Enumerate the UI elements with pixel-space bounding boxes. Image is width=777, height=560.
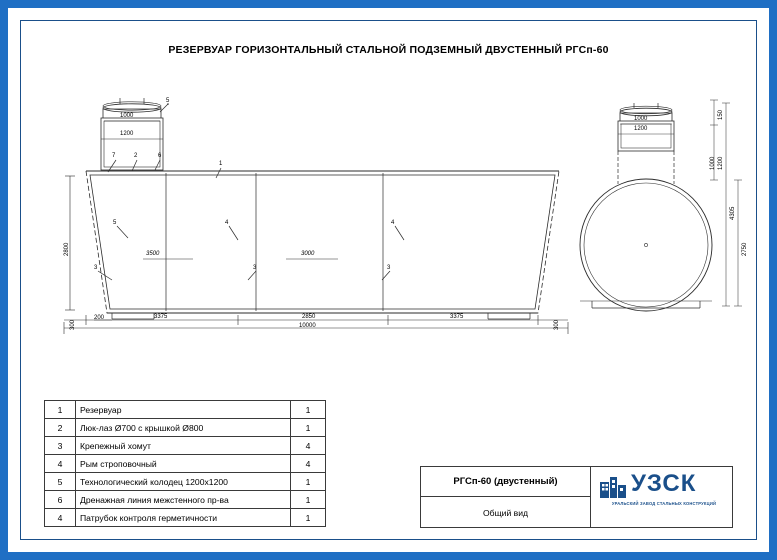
row-name: Рым строповочный — [76, 455, 291, 473]
callout-3-left: 3 — [94, 265, 98, 271]
row-name: Крепежный хомут — [76, 437, 291, 455]
callout-5-body: 5 — [113, 220, 117, 226]
dim-inner-3000: 3000 — [301, 251, 315, 257]
table-row — [45, 401, 326, 419]
row-number: 6 — [45, 491, 76, 509]
table-row — [45, 509, 326, 527]
callout-4-right: 4 — [391, 220, 395, 226]
dim-300-right: 300 — [554, 319, 560, 330]
dim-section-1000-2: 1000 — [710, 156, 716, 170]
row-name: Дренажная линия межстенного пр-ва — [76, 491, 291, 509]
callout-4-left: 4 — [225, 220, 229, 226]
logo-text: УЗСК — [631, 470, 697, 497]
dim-200: 200 — [94, 315, 105, 321]
callout-3-mid: 3 — [253, 265, 257, 271]
callout-3-right: 3 — [387, 265, 391, 271]
dim-section-1200: 1200 — [634, 126, 648, 132]
callout-7: 7 — [112, 153, 116, 159]
specification-table — [44, 400, 326, 527]
row-qty: 1 — [291, 473, 326, 491]
dim-section-1200-2: 1200 — [718, 156, 724, 170]
row-qty: 1 — [291, 419, 326, 437]
logo-subtitle: УРАЛЬСКИЙ ЗАВОД СТАЛЬНЫХ КОНСТРУКЦИЙ — [611, 501, 717, 506]
row-number: 2 — [45, 419, 76, 437]
dim-inner-3500: 3500 — [146, 251, 160, 257]
table-row — [45, 491, 326, 509]
callout-6: 6 — [158, 153, 162, 159]
table-row — [45, 455, 326, 473]
factory-icon — [599, 473, 627, 499]
row-qty: 4 — [291, 455, 326, 473]
dim-height-2800: 2800 — [64, 242, 70, 256]
row-number: 1 — [45, 401, 76, 419]
table-row — [45, 473, 326, 491]
dim-neck-top-1000: 1000 — [120, 113, 134, 119]
dim-2850: 2850 — [302, 314, 316, 320]
table-row — [45, 419, 326, 437]
row-number: 3 — [45, 437, 76, 455]
page-title: РЕЗЕРВУАР ГОРИЗОНТАЛЬНЫЙ СТАЛЬНОЙ ПОДЗЕМНЫЙ ДВУСТЕННЫЙ РГСп-60 — [168, 44, 609, 56]
callout-1: 1 — [219, 161, 223, 167]
row-name: Люк-лаз Ø700 с крышкой Ø800 — [76, 419, 291, 437]
callout-2: 2 — [134, 153, 138, 159]
company-logo — [591, 467, 733, 527]
table-row — [45, 437, 326, 455]
dim-3375-right: 3375 — [450, 314, 464, 320]
row-number: 5 — [45, 473, 76, 491]
view-name: Общий вид — [421, 497, 591, 528]
row-number: 4 — [45, 455, 76, 473]
row-name: Резервуар — [76, 401, 291, 419]
row-qty: 1 — [291, 491, 326, 509]
row-name: Технологический колодец 1200х1200 — [76, 473, 291, 491]
title-block — [420, 466, 733, 528]
row-qty: 1 — [291, 509, 326, 527]
dim-300-left: 300 — [70, 319, 76, 330]
dim-section-4305: 4305 — [730, 206, 736, 220]
dim-length-10000: 10000 — [299, 323, 316, 329]
dim-3375-left: 3375 — [154, 314, 168, 320]
row-number: 4 — [45, 509, 76, 527]
product-name: РГСп-60 (двустенный) — [421, 467, 591, 497]
callout-5-neck: 5 — [166, 98, 170, 104]
dim-section-150: 150 — [718, 109, 724, 120]
specification-body — [45, 401, 326, 527]
drawing-sheet — [8, 8, 769, 552]
dim-section-2750: 2750 — [742, 242, 748, 256]
dim-section-1000: 1000 — [634, 116, 648, 122]
row-qty: 4 — [291, 437, 326, 455]
dim-neck-1200: 1200 — [120, 131, 134, 137]
row-qty: 1 — [291, 401, 326, 419]
row-name: Патрубок контроля герметичности — [76, 509, 291, 527]
